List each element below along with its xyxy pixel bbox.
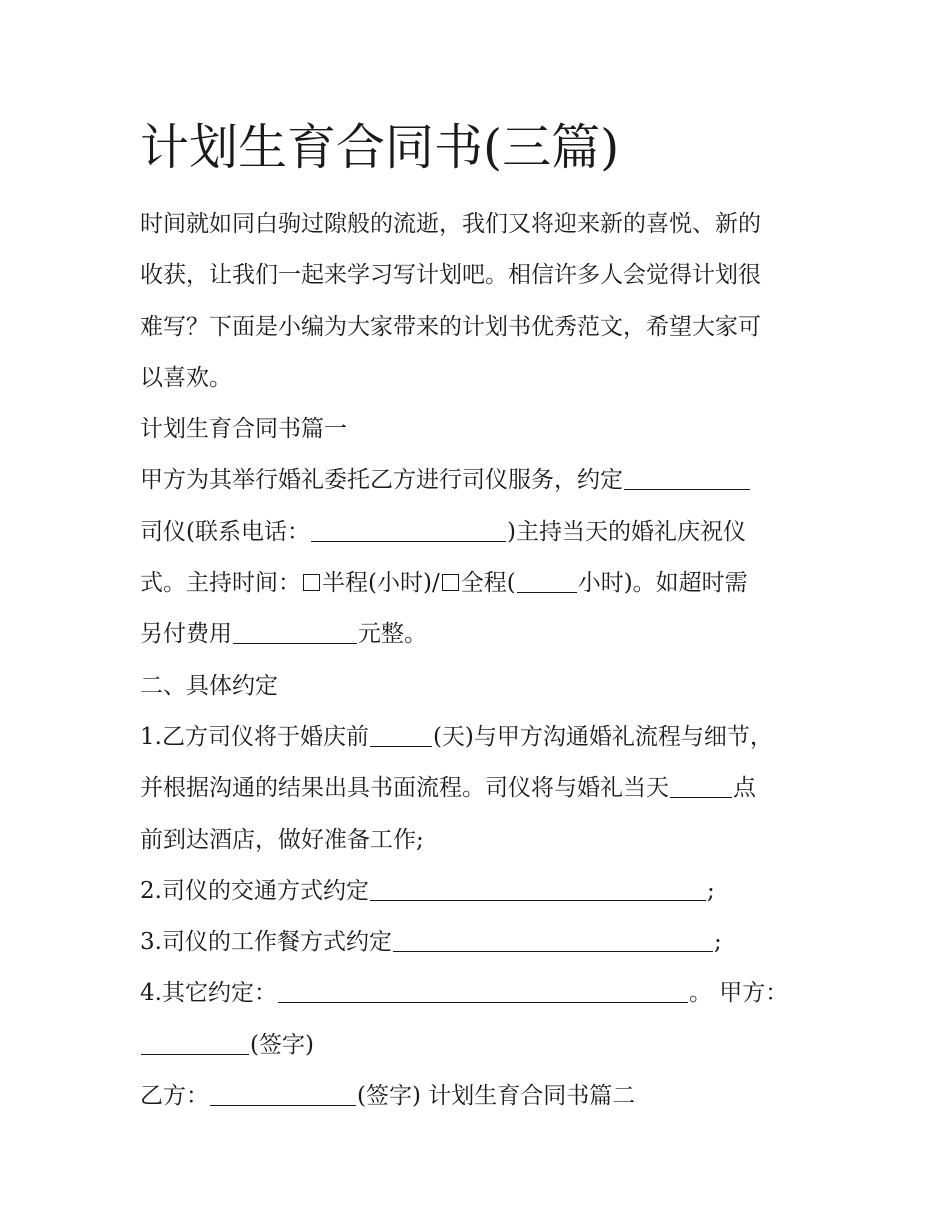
list-item-continued [140, 763, 820, 814]
document-title: 计划生育合同书(三篇) [140, 119, 620, 176]
list-item-continued: 前到达酒店，做好准备工作; [140, 826, 424, 853]
intro-line: 收获，让我们一起来学习写计划吧。相信许多人会觉得计划很 [140, 262, 761, 289]
fill-blank [370, 877, 706, 901]
text-run: 半程(小时)/ [322, 570, 440, 597]
checkbox-icon [442, 574, 459, 591]
paragraph-line [140, 558, 820, 609]
text-run: 乙方： [140, 1083, 209, 1110]
document-body [140, 199, 820, 1122]
paragraph-line [140, 455, 820, 506]
list-item [140, 968, 820, 1019]
text-run: 式。主持时间： [140, 570, 301, 597]
text-run: (天)与甲方沟通婚礼流程与细节， [432, 723, 773, 750]
text-run: 。 甲方： [688, 980, 789, 1007]
section-heading: 计划生育合同书篇一 [140, 416, 347, 443]
signature-line [140, 1020, 820, 1071]
text-run: ; [706, 877, 715, 904]
text-run: 元整。 [358, 621, 427, 648]
text-run: 小时)。如超时需 [577, 570, 748, 597]
paragraph-line [140, 609, 820, 660]
fill-blank [517, 569, 577, 593]
fill-blank [278, 979, 688, 1003]
intro-line: 以喜欢。 [140, 364, 232, 391]
text-run: 甲方为其举行婚礼委托乙方进行司仪服务，约定 [140, 467, 623, 494]
list-item [140, 866, 820, 917]
signature-line [140, 1071, 820, 1122]
text-run: 1.乙方司仪将于婚庆前 [140, 723, 369, 750]
section-heading: 二、具体约定 [140, 672, 278, 699]
fill-blank [393, 928, 713, 952]
text-run: 全程( [460, 570, 516, 597]
text-run: ; [713, 929, 722, 956]
text-run: 4.其它约定： [140, 980, 277, 1007]
list-item [140, 917, 820, 968]
text-run: 2.司仪的交通方式约定 [140, 877, 369, 904]
text-run: )主持当天的婚礼庆祝仪 [506, 518, 746, 545]
fill-blank [141, 1031, 249, 1055]
paragraph-line [140, 507, 820, 558]
fill-blank [210, 1082, 356, 1106]
text-run: 点 [733, 775, 756, 802]
fill-blank [624, 466, 750, 490]
fill-blank [670, 774, 732, 798]
text-run: 司仪(联系电话： [140, 518, 310, 545]
text-run: 并根据沟通的结果出具书面流程。司仪将与婚礼当天 [140, 775, 669, 802]
text-run: 另付费用 [140, 621, 232, 648]
fill-blank [233, 620, 357, 644]
intro-line: 难写？下面是小编为大家带来的计划书优秀范文，希望大家可 [140, 313, 761, 340]
fill-blank [311, 518, 506, 542]
text-run: 3.司仪的工作餐方式约定 [140, 929, 392, 956]
list-item [140, 712, 820, 763]
text-run: (签字) 计划生育合同书篇二 [357, 1083, 636, 1110]
fill-blank [370, 723, 432, 747]
intro-line: 时间就如同白驹过隙般的流逝，我们又将迎来新的喜悦、新的 [140, 211, 761, 237]
text-run: (签字) [250, 1031, 314, 1058]
checkbox-icon [303, 574, 320, 591]
